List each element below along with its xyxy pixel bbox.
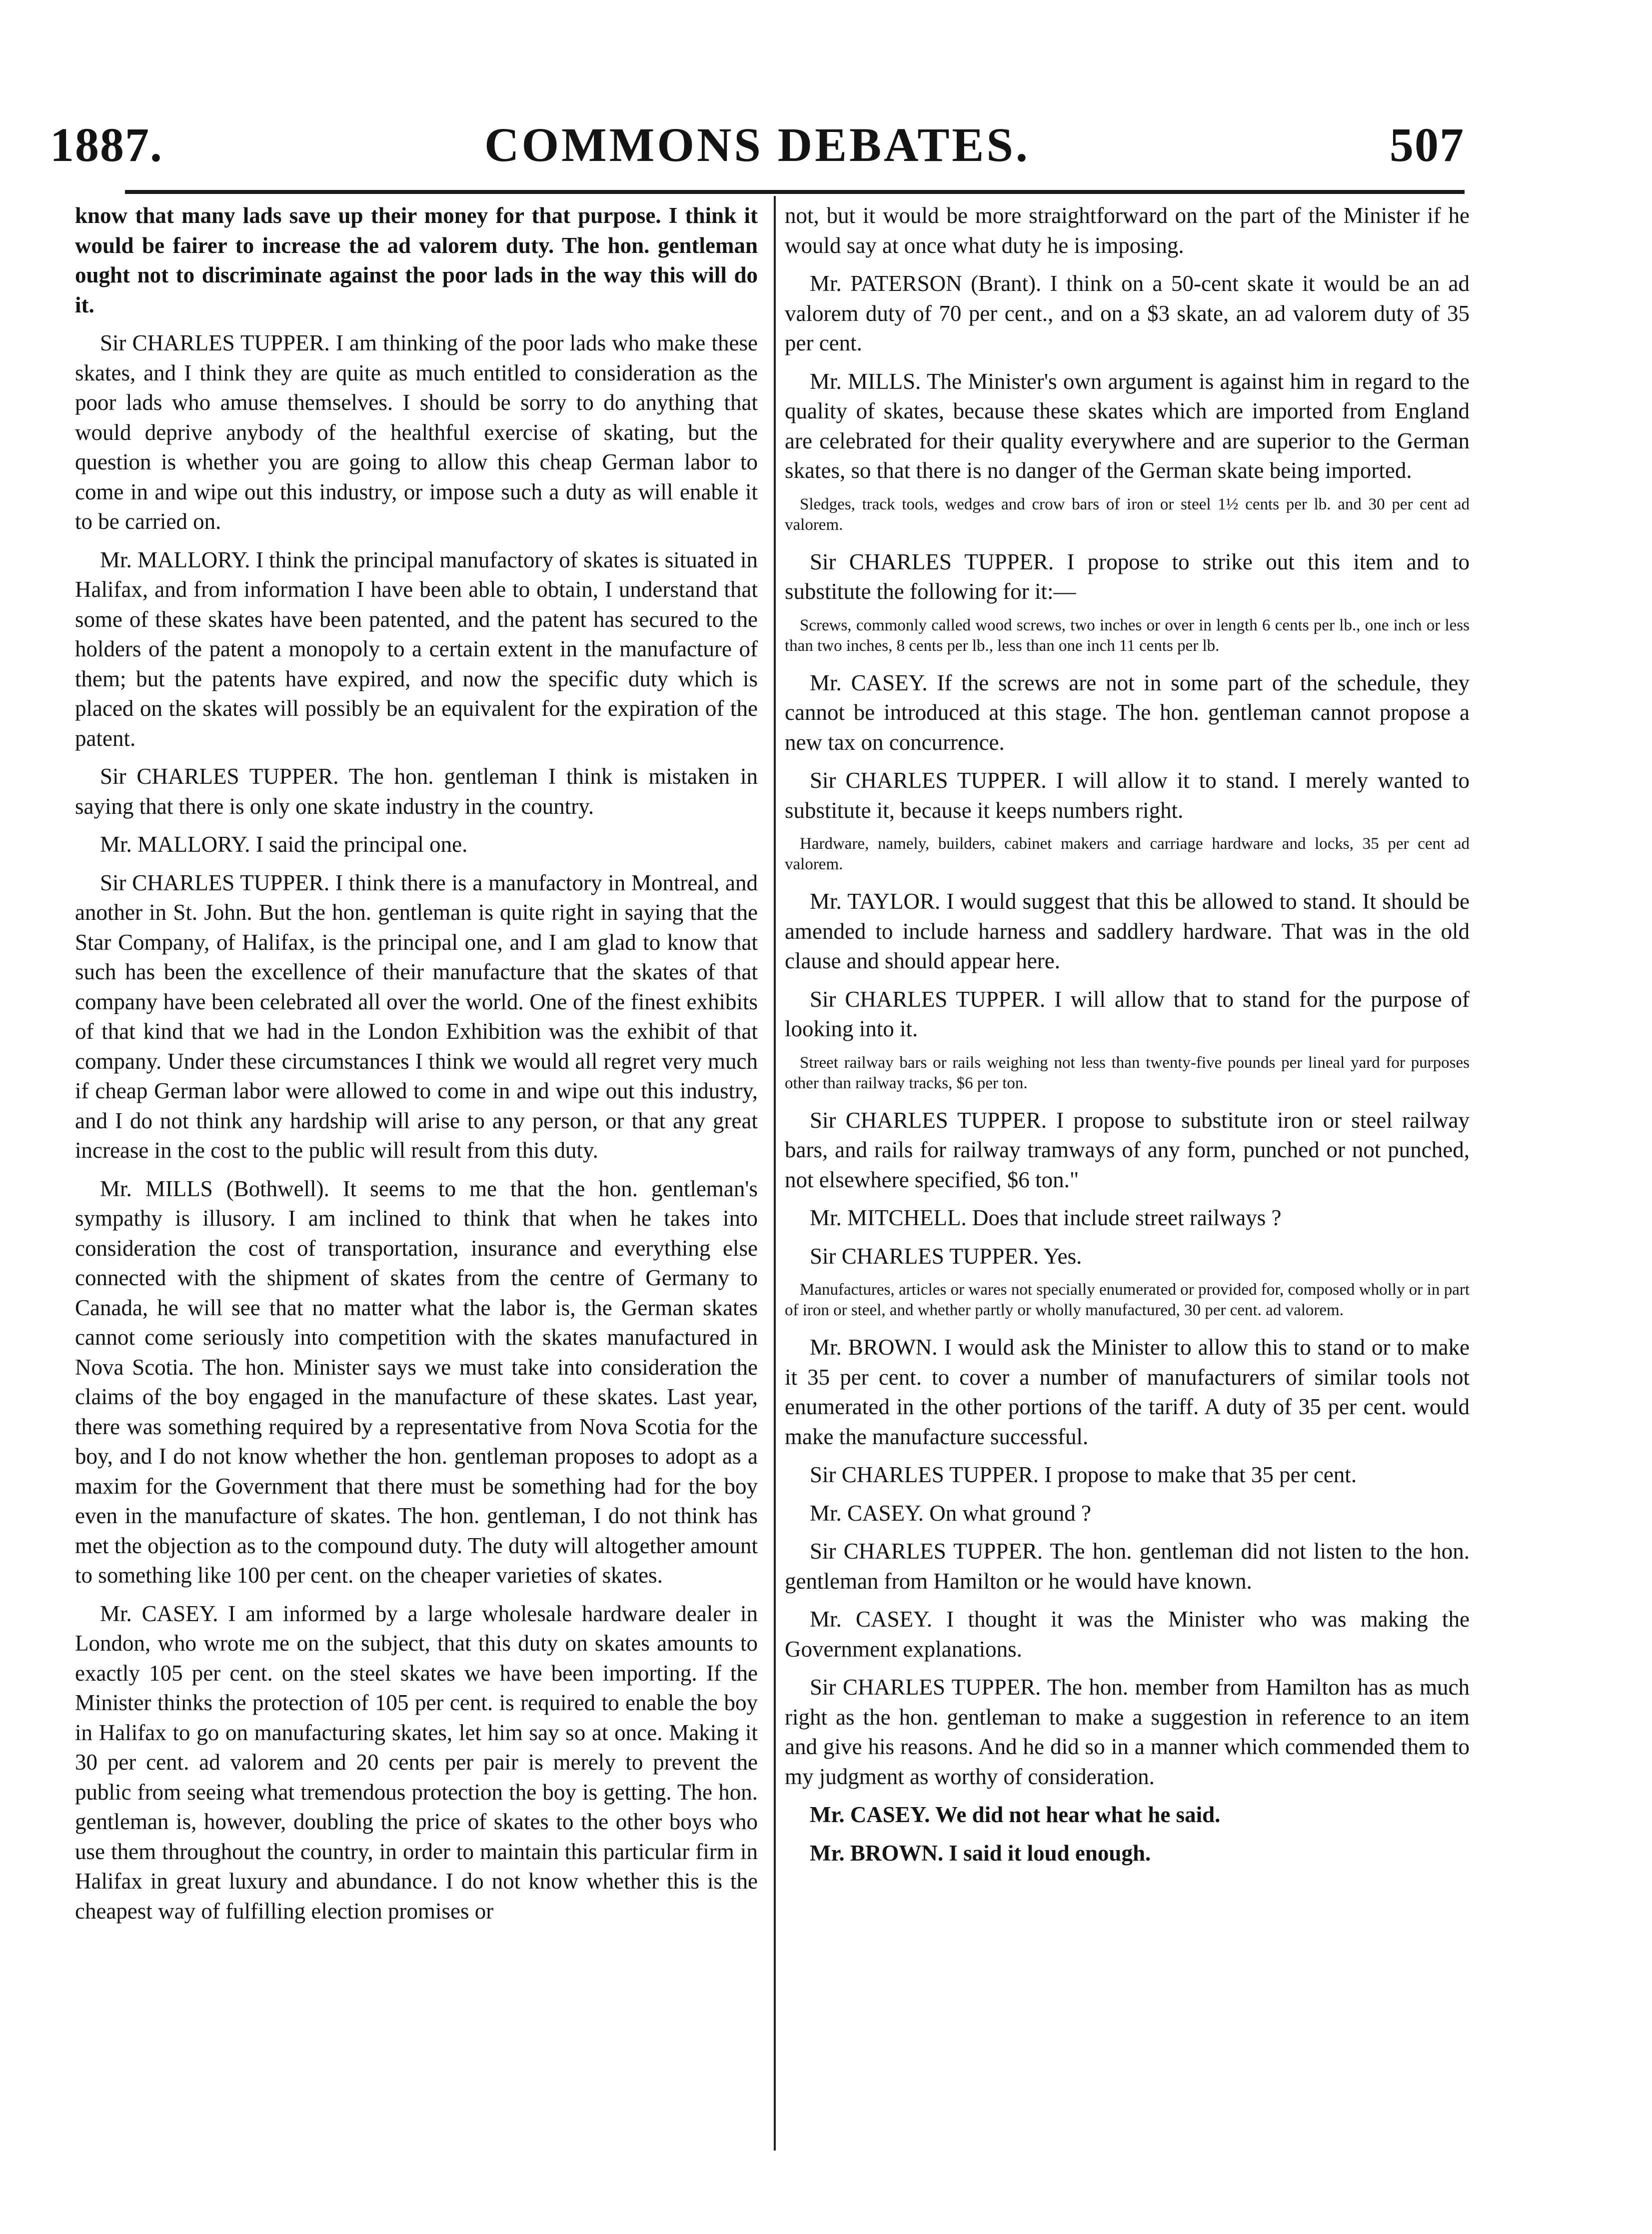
paragraph: Mr. CASEY. I am informed by a large wholesale hardware dealer in London, who wrote me on the subject, that this duty on skates amounts to exactly 105 per cent. on the steel skates we have been importing. If the Minister thinks the protection of 105 per cent. is required to enable the boy in Halifax to go on manufacturing skates, let him say so at once. Making it 30 per cent. ad valorem and 20 cents per pair is merely to prevent the public from seeing what tremendous protection the boy is getting. The hon. gentleman is, however, doubling the price of skates to the other boys who use them throughout the country, in order to maintain this particular firm in Halifax in great luxury and abundance. I do not know whether this is the cheapest way of fulfilling election promises or (75, 1601, 758, 1924)
paragraph: Sir CHARLES TUPPER. I propose to make that 35 per cent. (810, 1462, 1357, 1487)
paragraph: Sir CHARLES TUPPER. The hon. gentleman did not listen to the hon. gentleman from Hamilton or he would have known. (785, 1539, 1470, 1594)
header-rule (125, 190, 1465, 194)
paragraph: Mr. PATERSON (Brant). I think on a 50-cent skate it would be an ad valorem duty of 70 per cent., and on a $3 skate, an ad valorem duty of 35 per cent. (785, 271, 1470, 355)
tariff-item: Hardware, namely, builders, cabinet makers and carriage hardware and locks, 35 per cent ad valorem. (785, 835, 1470, 873)
column-divider (774, 196, 776, 2151)
paragraph: Sir CHARLES TUPPER. I propose to substitute iron or steel railway bars, and rails for railway tramways of any form, punched or not punched, not elsewhere specified, $6 ton." (785, 1107, 1470, 1192)
paragraph: Mr. CASEY. On what ground ? (810, 1500, 1091, 1526)
paragraph: Sir CHARLES TUPPER. I will allow it to stand. I merely wanted to substitute it, because it keeps numbers right. (785, 768, 1470, 823)
paragraph: Mr. TAYLOR. I would suggest that this be allowed to stand. It should be amended to include harness and saddlery hardware. That was in the old clause and should appear here. (785, 889, 1470, 973)
paragraph: Mr. MALLORY. I said the principal one. (100, 832, 468, 857)
right-column (785, 201, 1470, 1877)
paragraph: Mr. MILLS (Bothwell). It seems to me that the hon. gentleman's sympathy is illusory. I am inclined to think that when he takes into consideration the cost of transportation, insurance and everything else connected with the shipment of skates from the centre of Germany to Canada, he will see that no matter what the labor is, the German skates cannot come seriously into competition with the skates manufactured in Nova Scotia. The hon. Minister says we must take into consideration the claims of the boy engaged in the manufacture of these skates. Last year, there was something required by a representative from Nova Scotia for the boy, and I do not know whether the hon. gentleman proposes to adopt as a maxim for the Government that there must be something had for the boy even in the manufacture of skates. The hon. gentleman, I do not think has met the objection as to the compound duty. The duty will altogether amount to something like 100 per cent. on the cheaper varieties of skates. (75, 1176, 758, 1588)
tariff-item: Manufactures, articles or wares not specially enumerated or provided for, composed wholly or in part of iron or steel, and whether partly or wholly manufactured, 30 per cent. ad valorem. (785, 1281, 1470, 1319)
paragraph: Mr. MALLORY. I think the principal manufactory of skates is situated in Halifax, and from information I have been able to obtain, I understand that some of these skates have been patented, and the patent has secured to the holders of the patent a monopoly to a certain extent in the manufacture of them; but the patents have expired, and now the specific duty which is placed on the skates will possibly be an equivalent for the expiration of the patent. (75, 547, 758, 751)
paragraph: Sir CHARLES TUPPER. I will allow that to stand for the purpose of looking into it. (785, 986, 1470, 1041)
paragraph: Sir CHARLES TUPPER. I think there is a manufactory in Montreal, and another in St. John. But the hon. gentleman is quite right in saying that the Star Company, of Halifax, is the principal one, and I am glad to know that such has been the excellence of their manufacture that the skates of that company have been celebrated all over the world. One of the finest exhibits of that kind that we had in the London Exhibition was the exhibit of that company. Under these circumstances I think we would all regret very much if cheap German labor were allowed to come in and wipe out this industry, and I do not think any hardship will arise to any person, or that any great increase in the cost to the public will result from this duty. (75, 870, 758, 1163)
paragraph: Mr. CASEY. If the screws are not in some part of the schedule, they cannot be introduced at this stage. The hon. gentleman cannot propose a new tax on concurrence. (785, 670, 1470, 755)
header-title: COMMONS DEBATES. (484, 118, 1030, 171)
paragraph: Sir CHARLES TUPPER. I propose to strike out this item and to substitute the following for it:— (785, 549, 1470, 604)
page-header (50, 100, 1465, 175)
paragraph: Mr. BROWN. I would ask the Minister to allow this to stand or to make it 35 per cent. to cover a number of manufacturers of similar tools not enumerated in the other portions of the tariff. A duty of 35 per cent. would make the manufacture successful. (785, 1335, 1470, 1449)
header-year: 1887. (50, 118, 163, 171)
paragraph: Sir CHARLES TUPPER. Yes. (810, 1243, 1082, 1269)
left-column (75, 201, 758, 1935)
header-page-number: 507 (1390, 118, 1465, 171)
paragraph: Mr. MILLS. The Minister's own argument is against him in regard to the quality of skates, because these skates which are imported from England are celebrated for their quality everywhere and are superior to the German skates, so that there is no danger of the German skate being imported. (785, 368, 1470, 483)
paragraph: Mr. MITCHELL. Does that include street railways ? (810, 1205, 1282, 1230)
paragraph: Mr. CASEY. I thought it was the Minister who was making the Government explanations. (785, 1607, 1470, 1662)
tariff-item: Street railway bars or rails weighing not less than twenty-five pounds per lineal yard for purposes other than railway tracks, $6 per ton. (785, 1053, 1470, 1092)
paragraph: Sir CHARLES TUPPER. The hon. member from Hamilton has as much right as the hon. gentleman to make a suggestion in reference to an item and give his reasons. And he did so in a manner which commended them to my judgment as worthy of consideration. (785, 1675, 1470, 1789)
paragraph: Mr. BROWN. I said it loud enough. (810, 1840, 1151, 1866)
tariff-item: Screws, commonly called wood screws, two inches or over in length 6 cents per lb., one inch or less than two inches, 8 cents per lb., less than one inch 11 cents per lb. (785, 616, 1470, 655)
paragraph: know that many lads save up their money for that purpose. I think it would be fairer to increase the ad valorem duty. The hon. gentleman ought not to discriminate against the poor lads in the way this will do it. (75, 203, 758, 317)
paragraph: Sir CHARLES TUPPER. The hon. gentleman I think is mistaken in saying that there is only one skate industry in the country. (75, 764, 758, 819)
tariff-item: Sledges, track tools, wedges and crow bars of iron or steel 1½ cents per lb. and 30 per cent ad valorem. (785, 495, 1470, 534)
paragraph: Mr. CASEY. We did not hear what he said. (810, 1802, 1221, 1827)
paragraph: not, but it would be more straightforward on the part of the Minister if he would say at once what duty he is imposing. (785, 203, 1470, 258)
paragraph: Sir CHARLES TUPPER. I am thinking of the poor lads who make these skates, and I think they are quite as much entitled to consideration as the poor lads who amuse themselves. I should be sorry to do anything that would deprive anybody of the healthful exercise of skating, but the question is whether you are going to allow this cheap German labor to come in and wipe out this industry, or impose such a duty as will enable it to be carried on. (75, 330, 758, 534)
